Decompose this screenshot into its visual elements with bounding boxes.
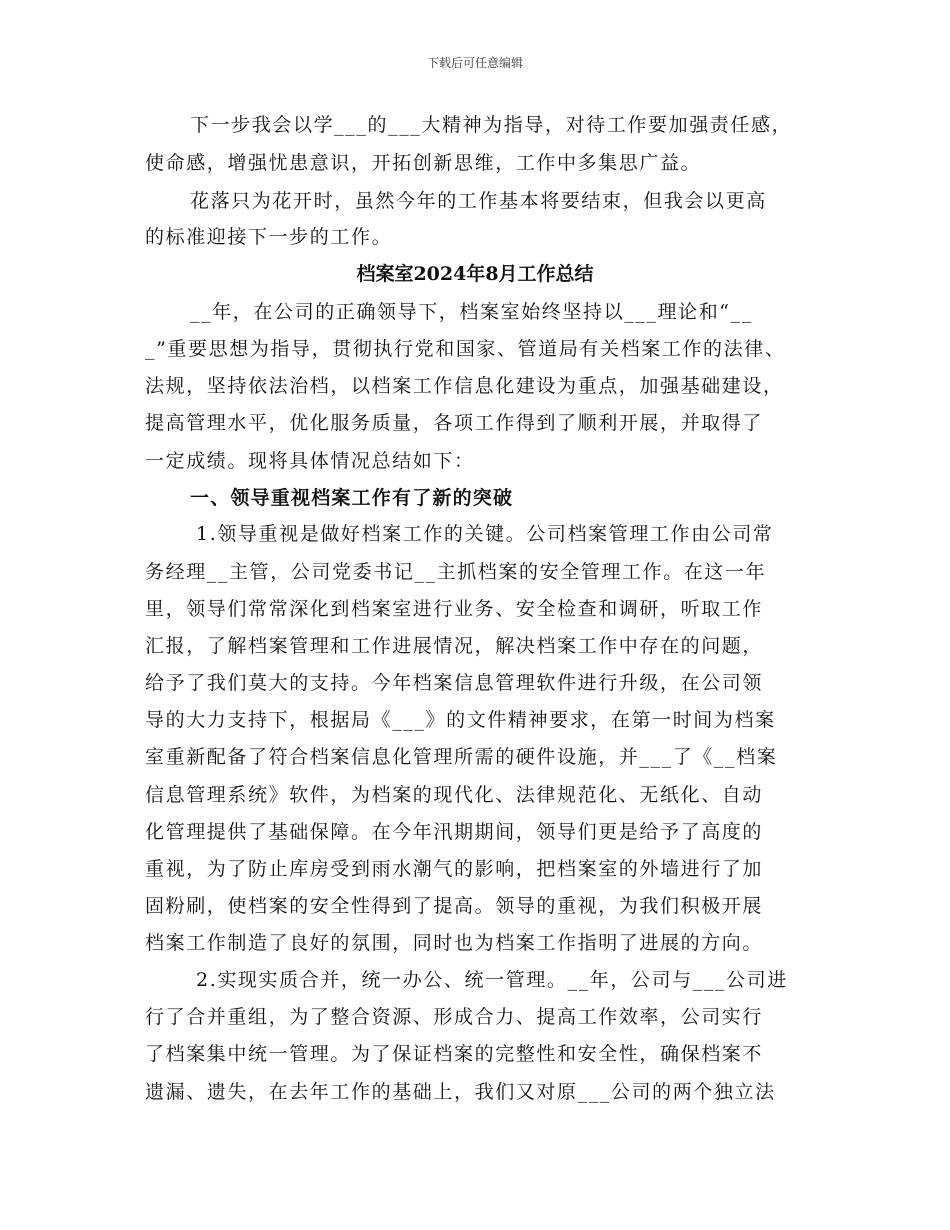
page-header: 下载后可任意编辑 <box>426 56 523 70</box>
paragraph-line: 里，领导们常常深化到档案室进行业务、安全检查和调研，听取工作 <box>145 598 764 620</box>
section-heading: 一、领导重视档案工作有了新的突破 <box>190 487 514 509</box>
paragraph-line: _”重要思想为指导，贯彻执行党和国家、管道局有关档案工作的法律、 <box>145 338 786 360</box>
paragraph-line: 了档案集中统一管理。为了保证档案的完整性和安全性，确保档案不 <box>145 1043 764 1065</box>
paragraph-line: 花落只为花开时，虽然今年的工作基本将要结束，但我会以更高 <box>190 190 767 212</box>
paragraph-line: 室重新配备了符合档案信息化管理所需的硬件设施，并___了《__档案 <box>145 746 778 768</box>
paragraph-line: 一定成绩。现将具体情况总结如下： <box>145 450 475 472</box>
paragraph-line: 下一步我会以学___的___大精神为指导，对待工作要加强责任感， <box>190 114 793 136</box>
paragraph-line: 使命感，增强忧患意识，开拓创新思维，工作中多集思广益。 <box>145 152 702 174</box>
paragraph-line: 汇报，了解档案管理和工作进展情况，解决档案工作中存在的问题， <box>145 635 764 657</box>
paragraph-line: 固粉刷，使档案的安全性得到了提高。领导的重视，为我们积极开展 <box>145 895 764 917</box>
paragraph-line: 提高管理水平，优化服务质量，各项工作得到了顺利开展，并取得了 <box>145 412 764 434</box>
paragraph-line: 行了合并重组，为了整合资源、形成合力、提高工作效率，公司实行 <box>145 1006 764 1028</box>
paragraph-line: 档案工作制造了良好的氛围，同时也为档案工作指明了进展的方向。 <box>145 932 764 954</box>
paragraph-line: 1.领导重视是做好档案工作的关键。公司档案管理工作由公司常 <box>196 523 774 545</box>
paragraph-line: 化管理提供了基础保障。在今年汛期期间，领导们更是给予了高度的 <box>145 821 764 843</box>
paragraph-line: 2.实现实质合并，统一办公、统一管理。__年，公司与___公司进 <box>196 969 788 991</box>
paragraph-line: 重视，为了防止库房受到雨水潮气的影响，把档案室的外墙进行了加 <box>145 858 764 880</box>
paragraph-line: 信息管理系统》软件，为档案的现代化、法律规范化、无纸化、自动 <box>145 784 764 806</box>
paragraph-line: 法规，坚持依法治档，以档案工作信息化建设为重点，加强基础建设， <box>145 375 784 397</box>
paragraph-line: 导的大力支持下，根据局《___》的文件精神要求，在第一时间为档案 <box>145 709 776 731</box>
document-title: 档案室2024年8月工作总结 <box>356 263 594 285</box>
paragraph-line: 给予了我们莫大的支持。今年档案信息管理软件进行升级，在公司领 <box>145 672 764 694</box>
paragraph-line: __年，在公司的正确领导下，档案室始终坚持以___理论和“__ <box>190 301 753 323</box>
paragraph-line: 遗漏、遗失，在去年工作的基础上，我们又对原___公司的两个独立法 <box>145 1081 776 1103</box>
paragraph-line: 务经理__主管，公司党委书记__主抓档案的安全管理工作。在这一年 <box>145 561 767 583</box>
paragraph-line: 的标准迎接下一步的工作。 <box>145 226 393 248</box>
